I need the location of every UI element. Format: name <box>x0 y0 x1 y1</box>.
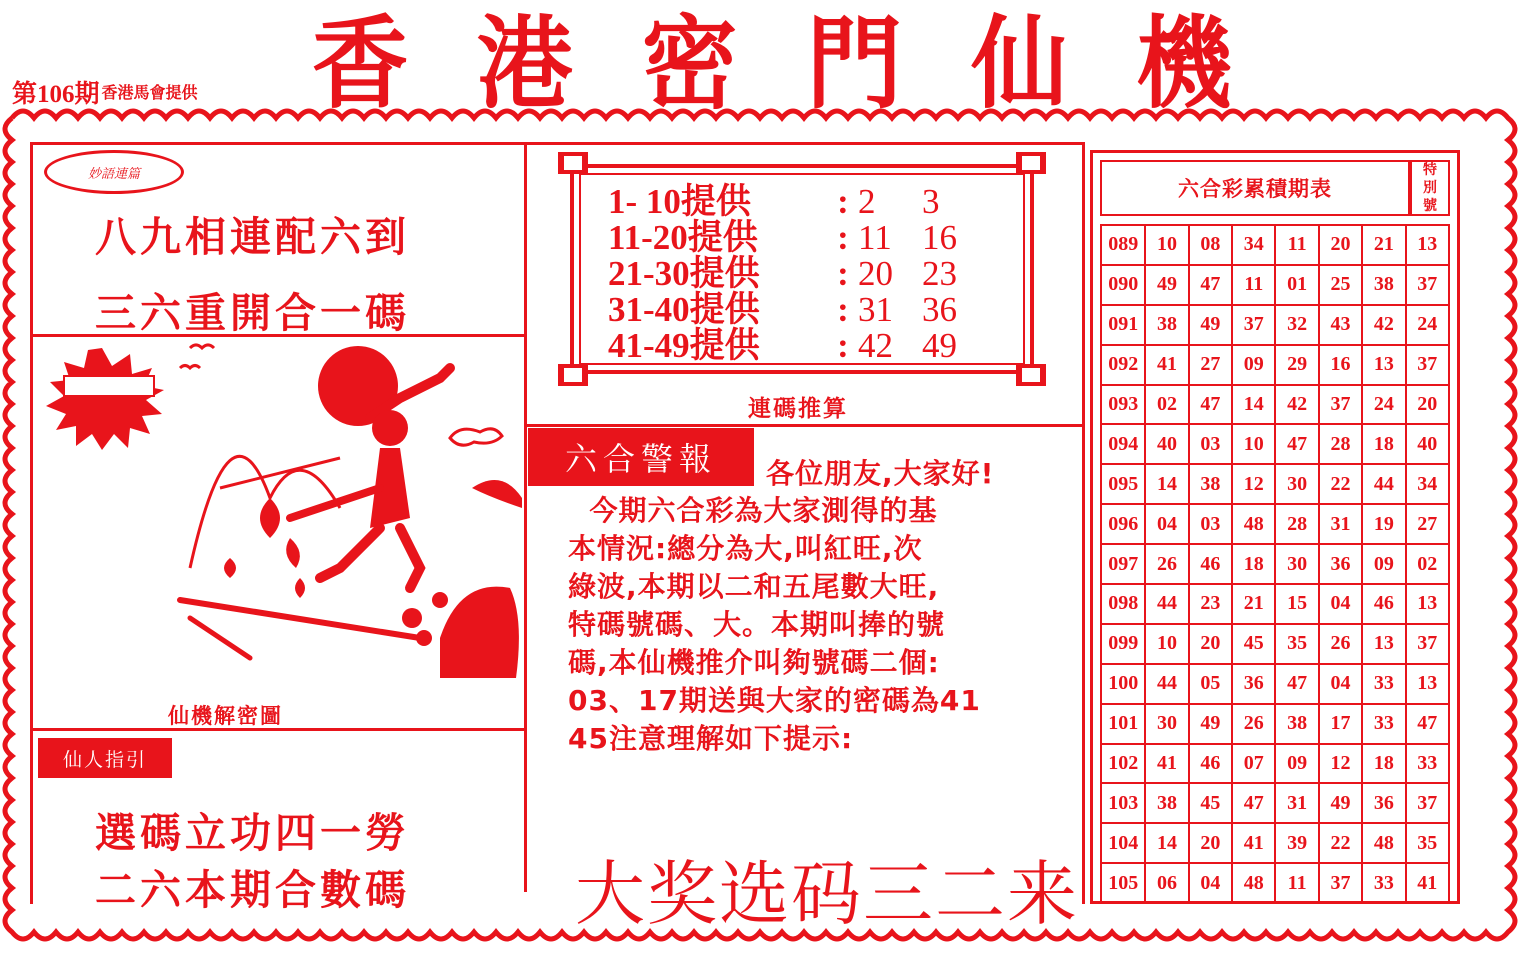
issue-cell: 093 <box>1101 385 1145 425</box>
table-row <box>1101 544 1449 584</box>
number-cell: 18 <box>1362 744 1405 784</box>
number-cell: 30 <box>1275 544 1318 584</box>
number-cell: 33 <box>1362 704 1405 744</box>
number-cell: 10 <box>1232 424 1275 464</box>
number-cell: 10 <box>1145 225 1188 265</box>
group-row <box>608 328 982 364</box>
group-number-b: 36 <box>922 290 957 329</box>
group-row <box>608 292 982 328</box>
number-cell: 44 <box>1145 664 1188 704</box>
alert-line: 今期六合彩為大家測得的基 <box>568 494 938 527</box>
number-cell: 31 <box>1275 783 1318 823</box>
number-cell: 44 <box>1362 464 1405 504</box>
number-cell: 44 <box>1145 584 1188 624</box>
number-cell: 47 <box>1189 385 1232 425</box>
right-column-divider <box>1082 142 1085 904</box>
number-cell: 45 <box>1232 624 1275 664</box>
alert-line: 03、17期送與大家的密碼為41 <box>568 684 981 717</box>
number-cell: 04 <box>1319 584 1362 624</box>
title-char: 仙 <box>971 5 1068 123</box>
group-number-a: 20 <box>858 254 893 293</box>
number-cell: 06 <box>1145 863 1188 903</box>
special-number-cell: 33 <box>1406 744 1449 784</box>
group-number-b: 16 <box>922 218 957 257</box>
group-number-b: 23 <box>922 254 957 293</box>
table-row <box>1101 783 1449 823</box>
number-cell: 36 <box>1232 664 1275 704</box>
number-cell: 41 <box>1145 744 1188 784</box>
alert-line: 特碼號碼、大。本期叫捧的號 <box>568 608 946 641</box>
number-cell: 15 <box>1275 584 1318 624</box>
table-row <box>1101 385 1449 425</box>
number-cell: 38 <box>1145 783 1188 823</box>
alert-paragraph <box>568 492 1054 758</box>
number-cell: 31 <box>1319 504 1362 544</box>
issue-cell: 098 <box>1101 584 1145 624</box>
group-label: 21-30提供 <box>608 254 760 293</box>
number-cell: 42 <box>1275 385 1318 425</box>
alert-tag: 六合警報 <box>528 428 754 486</box>
slogan-badge: 妙語連篇 <box>44 150 184 194</box>
alert-line: 本情況:總分為大,叫紅旺,次 <box>568 532 923 565</box>
number-cell: 21 <box>1362 225 1405 265</box>
title-char: 密 <box>641 5 738 123</box>
number-cell: 04 <box>1145 504 1188 544</box>
issue-cell: 100 <box>1101 664 1145 704</box>
number-cell: 12 <box>1319 744 1362 784</box>
table-row <box>1101 863 1449 903</box>
issue-cell: 105 <box>1101 863 1145 903</box>
number-cell: 11 <box>1275 225 1318 265</box>
special-number-cell: 37 <box>1406 265 1449 305</box>
special-number-cell: 13 <box>1406 664 1449 704</box>
picture-caption: 仙機解密圖 <box>168 704 283 728</box>
number-cell: 37 <box>1232 305 1275 345</box>
guide-tag: 仙人指引 <box>38 738 172 778</box>
special-number-cell: 34 <box>1406 464 1449 504</box>
number-cell: 04 <box>1319 664 1362 704</box>
table-row <box>1101 744 1449 784</box>
number-cell: 03 <box>1189 504 1232 544</box>
group-label: 1- 10提供 <box>608 182 751 221</box>
number-cell: 20 <box>1319 225 1362 265</box>
number-cell: 05 <box>1189 664 1232 704</box>
number-cell: 13 <box>1362 624 1405 664</box>
number-cell: 08 <box>1189 225 1232 265</box>
number-cell: 39 <box>1275 823 1318 863</box>
issue-number: 第106期 <box>12 81 100 108</box>
issue-cell: 099 <box>1101 624 1145 664</box>
alert-greeting: 各位朋友,大家好! <box>766 457 995 490</box>
title-char: 門 <box>806 5 903 123</box>
number-cell: 22 <box>1319 823 1362 863</box>
issue-cell: 090 <box>1101 265 1145 305</box>
number-cell: 07 <box>1232 744 1275 784</box>
alert-line: 碼,本仙機推介叫夠號碼二個: <box>568 646 940 679</box>
issue-provider: 香港馬會提供 <box>101 83 198 102</box>
table-row <box>1101 265 1449 305</box>
number-cell: 14 <box>1145 464 1188 504</box>
number-cell: 47 <box>1232 783 1275 823</box>
number-cell: 27 <box>1189 345 1232 385</box>
number-cell: 34 <box>1232 225 1275 265</box>
group-colon: : <box>837 182 849 221</box>
special-char: 別 <box>1423 180 1437 196</box>
groups-caption: 連碼推算 <box>748 396 848 422</box>
table-row <box>1101 345 1449 385</box>
number-cell: 33 <box>1362 863 1405 903</box>
table-row <box>1101 424 1449 464</box>
table-row <box>1101 664 1449 704</box>
left-border <box>30 142 33 904</box>
number-cell: 36 <box>1319 544 1362 584</box>
number-cell: 03 <box>1189 424 1232 464</box>
number-cell: 46 <box>1189 744 1232 784</box>
number-cell: 19 <box>1362 504 1405 544</box>
number-cell: 49 <box>1145 265 1188 305</box>
number-cell: 11 <box>1232 265 1275 305</box>
number-cell: 01 <box>1275 265 1318 305</box>
number-cell: 35 <box>1275 624 1318 664</box>
table-row <box>1101 305 1449 345</box>
number-cell: 49 <box>1189 704 1232 744</box>
title-char: 機 <box>1135 5 1232 123</box>
special-number-cell: 27 <box>1406 504 1449 544</box>
group-label: 11-20提供 <box>608 218 758 257</box>
number-cell: 36 <box>1362 783 1405 823</box>
table-row <box>1101 584 1449 624</box>
special-number-cell: 41 <box>1406 863 1449 903</box>
number-cell: 28 <box>1275 504 1318 544</box>
group-number-b: 3 <box>922 182 940 221</box>
table-row <box>1101 823 1449 863</box>
special-number-cell: 40 <box>1406 424 1449 464</box>
number-cell: 14 <box>1145 823 1188 863</box>
title-char: 香 <box>312 5 408 123</box>
issue-cell: 103 <box>1101 783 1145 823</box>
number-cell: 28 <box>1319 424 1362 464</box>
verse-line-1: 八九相連配六到 <box>95 213 410 261</box>
alert-line: 45注意理解如下提示: <box>568 722 854 755</box>
prize-slogan: 大奖选码三二来 <box>575 853 1079 935</box>
group-label: 31-40提供 <box>608 290 760 329</box>
issue-cell: 094 <box>1101 424 1145 464</box>
number-cell: 20 <box>1189 624 1232 664</box>
number-cell: 33 <box>1362 664 1405 704</box>
number-cell: 47 <box>1189 265 1232 305</box>
table-row <box>1101 464 1449 504</box>
flower-bush-icon <box>440 587 519 678</box>
number-cell: 12 <box>1232 464 1275 504</box>
table-row <box>1101 624 1449 664</box>
number-cell: 41 <box>1145 345 1188 385</box>
number-cell: 20 <box>1189 823 1232 863</box>
number-cell: 30 <box>1145 704 1188 744</box>
issue-cell: 091 <box>1101 305 1145 345</box>
cloud-icon <box>450 429 502 445</box>
number-cell: 18 <box>1232 544 1275 584</box>
number-cell: 04 <box>1189 863 1232 903</box>
table-row <box>1101 504 1449 544</box>
special-number-cell: 37 <box>1406 624 1449 664</box>
group-colon: : <box>837 218 849 257</box>
issue-cell: 092 <box>1101 345 1145 385</box>
number-cell: 38 <box>1189 464 1232 504</box>
number-cell: 26 <box>1319 624 1362 664</box>
number-cell: 42 <box>1362 305 1405 345</box>
group-row <box>608 184 982 220</box>
warrior-illustration <box>40 338 524 698</box>
verse-line-4: 二六本期合數碼 <box>95 866 410 914</box>
number-cell: 30 <box>1275 464 1318 504</box>
title-char: 港 <box>476 5 573 123</box>
group-number-b: 49 <box>922 326 957 365</box>
top-border <box>30 142 1082 145</box>
table-row <box>1101 225 1449 265</box>
draw-table-title: 六合彩累積期表 <box>1100 160 1410 216</box>
group-row <box>608 220 982 256</box>
special-number-cell: 24 <box>1406 305 1449 345</box>
special-number-cell: 02 <box>1406 544 1449 584</box>
special-number-cell: 13 <box>1406 225 1449 265</box>
number-cell: 26 <box>1232 704 1275 744</box>
table-row <box>1101 704 1449 744</box>
number-cell: 02 <box>1145 385 1188 425</box>
special-number-cell: 20 <box>1406 385 1449 425</box>
number-cell: 09 <box>1275 744 1318 784</box>
number-cell: 45 <box>1189 783 1232 823</box>
number-cell: 48 <box>1232 863 1275 903</box>
group-number-a: 2 <box>858 182 876 221</box>
number-cell: 37 <box>1319 863 1362 903</box>
issue-cell: 096 <box>1101 504 1145 544</box>
number-cell: 16 <box>1319 345 1362 385</box>
group-colon: : <box>837 290 849 329</box>
issue-cell: 101 <box>1101 704 1145 744</box>
issue-cell: 097 <box>1101 544 1145 584</box>
group-number-a: 42 <box>858 326 893 365</box>
number-cell: 38 <box>1275 704 1318 744</box>
verse-line-2: 三六重開合一碼 <box>95 289 410 337</box>
number-cell: 22 <box>1319 464 1362 504</box>
number-cell: 32 <box>1275 305 1318 345</box>
number-cell: 18 <box>1362 424 1405 464</box>
number-cell: 41 <box>1232 823 1275 863</box>
leaf-icon <box>260 498 280 538</box>
number-cell: 26 <box>1145 544 1188 584</box>
issue-cell: 102 <box>1101 744 1145 784</box>
number-cell: 48 <box>1232 504 1275 544</box>
draw-table <box>1100 224 1450 904</box>
number-cell: 11 <box>1275 863 1318 903</box>
special-number-cell: 47 <box>1406 704 1449 744</box>
number-cell: 37 <box>1319 385 1362 425</box>
number-cell: 38 <box>1362 265 1405 305</box>
number-cell: 29 <box>1275 345 1318 385</box>
group-colon: : <box>837 254 849 293</box>
number-cell: 38 <box>1145 305 1188 345</box>
group-colon: : <box>837 326 849 365</box>
special-char: 號 <box>1423 198 1437 214</box>
issue-cell: 095 <box>1101 464 1145 504</box>
page-title <box>312 5 1232 123</box>
number-cell: 09 <box>1362 544 1405 584</box>
special-number-cell: 13 <box>1406 584 1449 624</box>
group-row <box>608 256 982 292</box>
special-number-header <box>1410 160 1450 216</box>
group-label: 41-49提供 <box>608 326 760 365</box>
issue-cell: 089 <box>1101 225 1145 265</box>
starburst-badge-icon <box>46 348 164 450</box>
number-cell: 10 <box>1145 624 1188 664</box>
verse-line-3: 選碼立功四一勞 <box>95 809 410 857</box>
number-cell: 48 <box>1362 823 1405 863</box>
number-cell: 13 <box>1362 345 1405 385</box>
group-number-a: 11 <box>858 218 892 257</box>
alert-line: 綠波,本期以二和五尾數大旺, <box>568 570 940 603</box>
number-cell: 17 <box>1319 704 1362 744</box>
number-cell: 46 <box>1362 584 1405 624</box>
special-char: 特 <box>1423 162 1437 178</box>
number-cell: 47 <box>1275 664 1318 704</box>
number-cell: 49 <box>1319 783 1362 823</box>
number-cell: 47 <box>1275 424 1318 464</box>
mid-divider <box>524 424 1082 427</box>
number-cell: 09 <box>1232 345 1275 385</box>
number-cell: 24 <box>1362 385 1405 425</box>
number-cell: 23 <box>1189 584 1232 624</box>
special-number-cell: 37 <box>1406 783 1449 823</box>
special-number-cell: 35 <box>1406 823 1449 863</box>
number-cell: 49 <box>1189 305 1232 345</box>
special-number-cell: 37 <box>1406 345 1449 385</box>
number-cell: 40 <box>1145 424 1188 464</box>
number-cell: 46 <box>1189 544 1232 584</box>
left-column-divider <box>524 142 527 892</box>
number-cell: 25 <box>1319 265 1362 305</box>
number-cell: 21 <box>1232 584 1275 624</box>
issue-label <box>12 74 198 110</box>
issue-cell: 104 <box>1101 823 1145 863</box>
number-cell: 43 <box>1319 305 1362 345</box>
number-cell: 14 <box>1232 385 1275 425</box>
group-number-a: 31 <box>858 290 893 329</box>
